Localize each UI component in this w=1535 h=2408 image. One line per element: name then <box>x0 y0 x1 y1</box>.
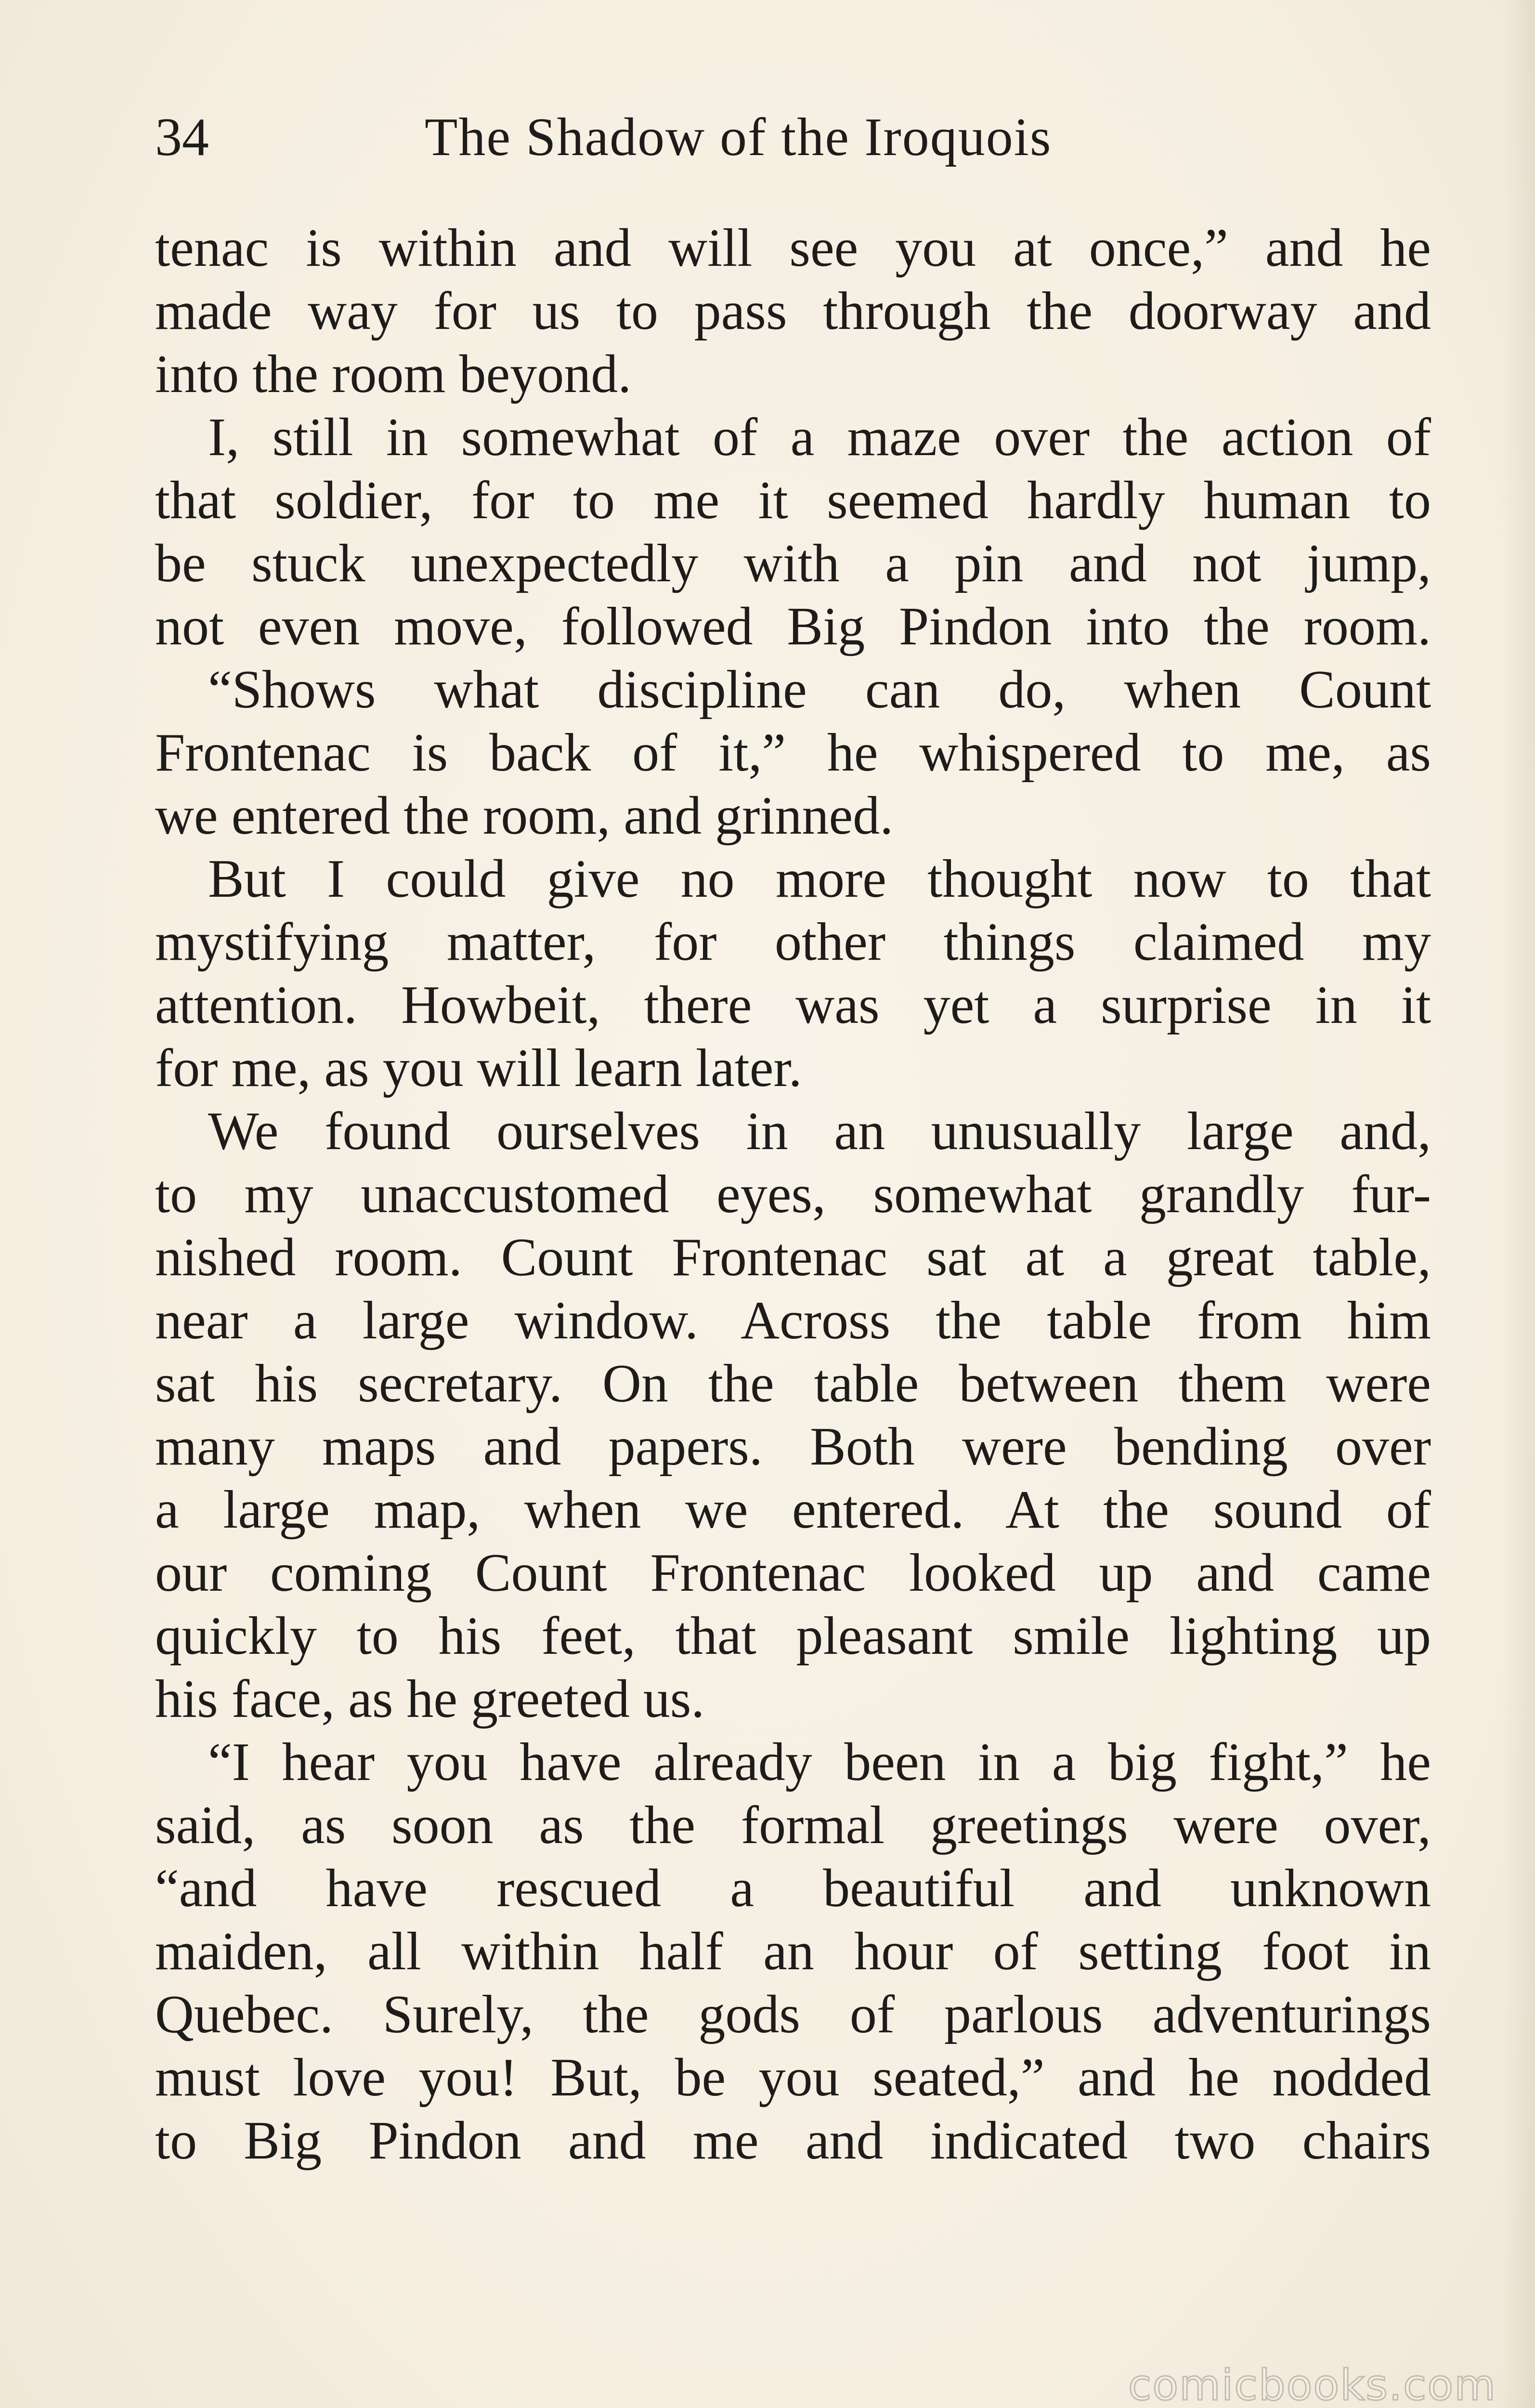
text-line: into the room beyond. <box>155 344 632 404</box>
text-line: nished room. Count Frontenac sat at a great table, <box>155 1228 1431 1287</box>
text-line: “and have rescued a beautiful and unknown <box>155 1858 1431 1918</box>
text-line: for me, as you will learn later. <box>155 1038 802 1098</box>
body-text <box>155 217 1431 2172</box>
text-line: not even move, followed Big Pindon into the room. <box>155 597 1431 656</box>
text-line: Frontenac is back of it,” he whispered to me, as <box>155 723 1431 783</box>
text-line: we entered the room, and grinned. <box>155 786 894 846</box>
text-line: our coming Count Frontenac looked up and came <box>155 1543 1431 1603</box>
text-line: near a large window. Across the table from him <box>155 1291 1431 1350</box>
text-line: But I could give no more thought now to that <box>208 849 1431 909</box>
page-edge-shadow <box>1501 0 1535 2408</box>
text-line: must love you! But, be you seated,” and he nodded <box>155 2048 1431 2107</box>
text-line: be stuck unexpectedly with a pin and not jump, <box>155 534 1431 593</box>
text-line: We found ourselves in an unusually large and, <box>208 1101 1431 1161</box>
text-line: maiden, all within half an hour of setting foot in <box>155 1922 1431 1981</box>
text-line: sat his secretary. On the table between them were <box>155 1354 1431 1413</box>
text-line: his face, as he greeted us. <box>155 1669 705 1729</box>
text-line: Quebec. Surely, the gods of parlous adventurings <box>155 1985 1431 2044</box>
text-line: made way for us to pass through the doorway and <box>155 281 1431 341</box>
text-line: “Shows what discipline can do, when Count <box>208 660 1431 720</box>
text-line: mystifying matter, for other things claimed my <box>155 912 1431 972</box>
page-number: 34 <box>155 107 209 167</box>
text-line: I, still in somewhat of a maze over the action of <box>208 407 1431 467</box>
text-line: a large map, when we entered. At the sound of <box>155 1480 1431 1540</box>
text-line: many maps and papers. Both were bending over <box>155 1417 1431 1477</box>
page-header <box>155 104 1431 171</box>
running-title: The Shadow of the Iroquois <box>425 107 1052 167</box>
watermark: comicbooks.com <box>1128 2360 1496 2408</box>
text-line: that soldier, for to me it seemed hardly human to <box>155 471 1431 530</box>
text-line: “I hear you have already been in a big fight,” he <box>208 1732 1431 1792</box>
text-line: to my unaccustomed eyes, somewhat grandly fur- <box>155 1165 1431 1224</box>
text-line: said, as soon as the formal greetings were over, <box>155 1795 1431 1855</box>
text-line: to Big Pindon and me and indicated two chairs <box>155 2111 1431 2171</box>
text-line: tenac is within and will see you at once,” and he <box>155 218 1431 278</box>
text-line: attention. Howbeit, there was yet a surprise in it <box>155 975 1431 1035</box>
text-line: quickly to his feet, that pleasant smile lighting up <box>155 1606 1431 1666</box>
